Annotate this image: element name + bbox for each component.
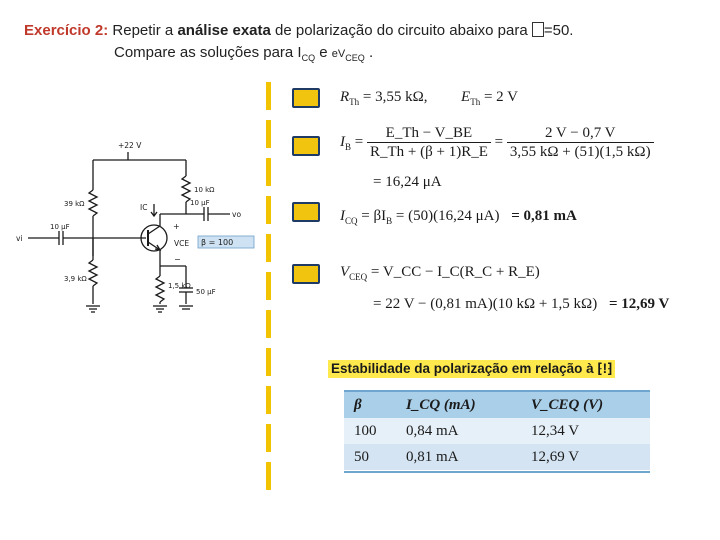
vcc-label: +22 V <box>118 141 142 150</box>
beta-symbol-icon <box>532 22 544 37</box>
col-vceq: V_CEQ (V) <box>521 392 650 418</box>
eq1-rth-value: = 3,55 kΩ, <box>359 89 428 105</box>
stability-title <box>328 360 615 378</box>
eq1-rth-sub: Th <box>349 97 360 107</box>
eq1-eth: E <box>461 89 471 105</box>
table-bottom-rule <box>344 471 650 473</box>
beta-label: β = 100 <box>201 238 234 247</box>
eq4-line2: = 22 V − (0,81 mA)(10 kΩ + 1,5 kΩ) <box>373 296 598 312</box>
header2-sub-vceq: CEQ <box>345 53 365 63</box>
vi-label: vi <box>16 234 23 243</box>
ic-label: IC <box>140 203 148 212</box>
bullet-square-2 <box>292 136 320 156</box>
header-text-bold: análise exata <box>177 22 271 39</box>
cell-vceq: 12,34 V <box>521 418 650 444</box>
cell-icq: 0,81 mA <box>396 444 521 470</box>
bullet-square-4 <box>292 264 320 284</box>
cell-beta: 100 <box>344 418 396 444</box>
header-text-tail: =50. <box>543 22 574 39</box>
eq3-ib-sub: B <box>386 216 393 226</box>
exercise-header-line1 <box>24 22 573 39</box>
equation-collector-current <box>340 208 577 226</box>
eq2-ib: I <box>340 133 345 150</box>
header2-sub-icq: CQ <box>301 53 316 63</box>
equation-thevenin <box>340 89 518 107</box>
eq3-icq: I <box>340 208 345 224</box>
header2-text-pre: Compare as soluções para I <box>114 44 302 61</box>
eq1-eth-value: = 2 V <box>480 89 518 105</box>
eq2-result: = 16,24 μA <box>373 174 442 190</box>
eq1-rth: R <box>340 89 350 105</box>
table-row <box>344 418 650 444</box>
eq2-frac1-den: R_Th + (β + 1)R_E <box>369 144 488 160</box>
eq1-eth-sub: Th <box>470 97 481 107</box>
equation-base-current: $I_B$ = $\frac{E\_Th - V\_BE}{R\_Th + (\beta + 1)R\_E}$ = $\frac{2 V - 0,7 V}{3,55 k\Omega + (51)(1,5 k\Omega)}$ <box>340 124 654 161</box>
eq2-frac2-den: 3,55 kΩ + (51)(1,5 kΩ) <box>509 144 651 160</box>
stability-title-text: Estabilidade da polarização em relação à <box>331 361 594 376</box>
cout-label: 10 μF <box>190 199 210 207</box>
eq2-frac2-num: 2 V − 0,7 V <box>507 124 654 143</box>
stability-title-tail: ⁅!⁆ <box>593 361 613 376</box>
header2-text-ev: eV <box>331 48 346 60</box>
cell-icq: 0,84 mA <box>396 418 521 444</box>
re-label: 1,5 kΩ <box>168 282 191 290</box>
eq4-result: = 12,69 V <box>608 296 670 312</box>
vce-label: VCE <box>174 239 190 248</box>
eq3-icq-sub: CQ <box>345 216 358 226</box>
col-icq: I_CQ (mA) <box>396 392 521 418</box>
eq3-beta-ib: = βI <box>357 208 387 224</box>
bias-circuit-diagram <box>8 136 258 336</box>
equation-vce-line2 <box>373 296 669 313</box>
col-beta: β <box>344 392 396 418</box>
eq2-ib-sub: B <box>345 141 352 152</box>
eq4-line1: = V_CC − I_C(R_C + R_E) <box>370 264 540 280</box>
bullet-square-1 <box>292 88 320 108</box>
header-text-post: de polarização do circuito abaixo para <box>270 22 532 39</box>
eq2-frac1-num: E_Th − V_BE <box>367 124 491 143</box>
eq2-numeric-fraction <box>507 124 654 161</box>
yellow-dashed-divider <box>266 82 271 500</box>
header2-text-end: . <box>364 44 374 61</box>
header-text-pre: Repetir a <box>112 22 178 39</box>
rc-label: 10 kΩ <box>194 186 215 194</box>
r2-label: 3,9 kΩ <box>64 275 87 283</box>
eq2-symbolic-fraction <box>367 124 491 161</box>
cell-vceq: 12,69 V <box>521 444 650 470</box>
eq3-result: = 0,81 mA <box>511 208 577 224</box>
ce-label: 50 μF <box>196 288 216 296</box>
plus-label: + <box>173 222 180 231</box>
table-header-row <box>344 392 650 418</box>
cell-beta: 50 <box>344 444 396 470</box>
vo-label: vo <box>232 210 242 219</box>
r1-label: 39 kΩ <box>64 200 85 208</box>
table-row <box>344 444 650 470</box>
cin-label: 10 μF <box>50 223 70 231</box>
exercise-header-line2 <box>114 44 373 63</box>
equation-vce: $V_{CEQ}$ = V_CC − I_C(R_C + R_E) <box>340 264 540 282</box>
exercise-label: Exercício 2: <box>24 22 109 39</box>
header2-text-mid: e <box>315 44 332 61</box>
eq3-calc: = (50)(16,24 μA) <box>392 208 500 224</box>
minus-label: − <box>174 255 181 264</box>
bullet-square-3 <box>292 202 320 222</box>
stability-table <box>344 392 650 470</box>
